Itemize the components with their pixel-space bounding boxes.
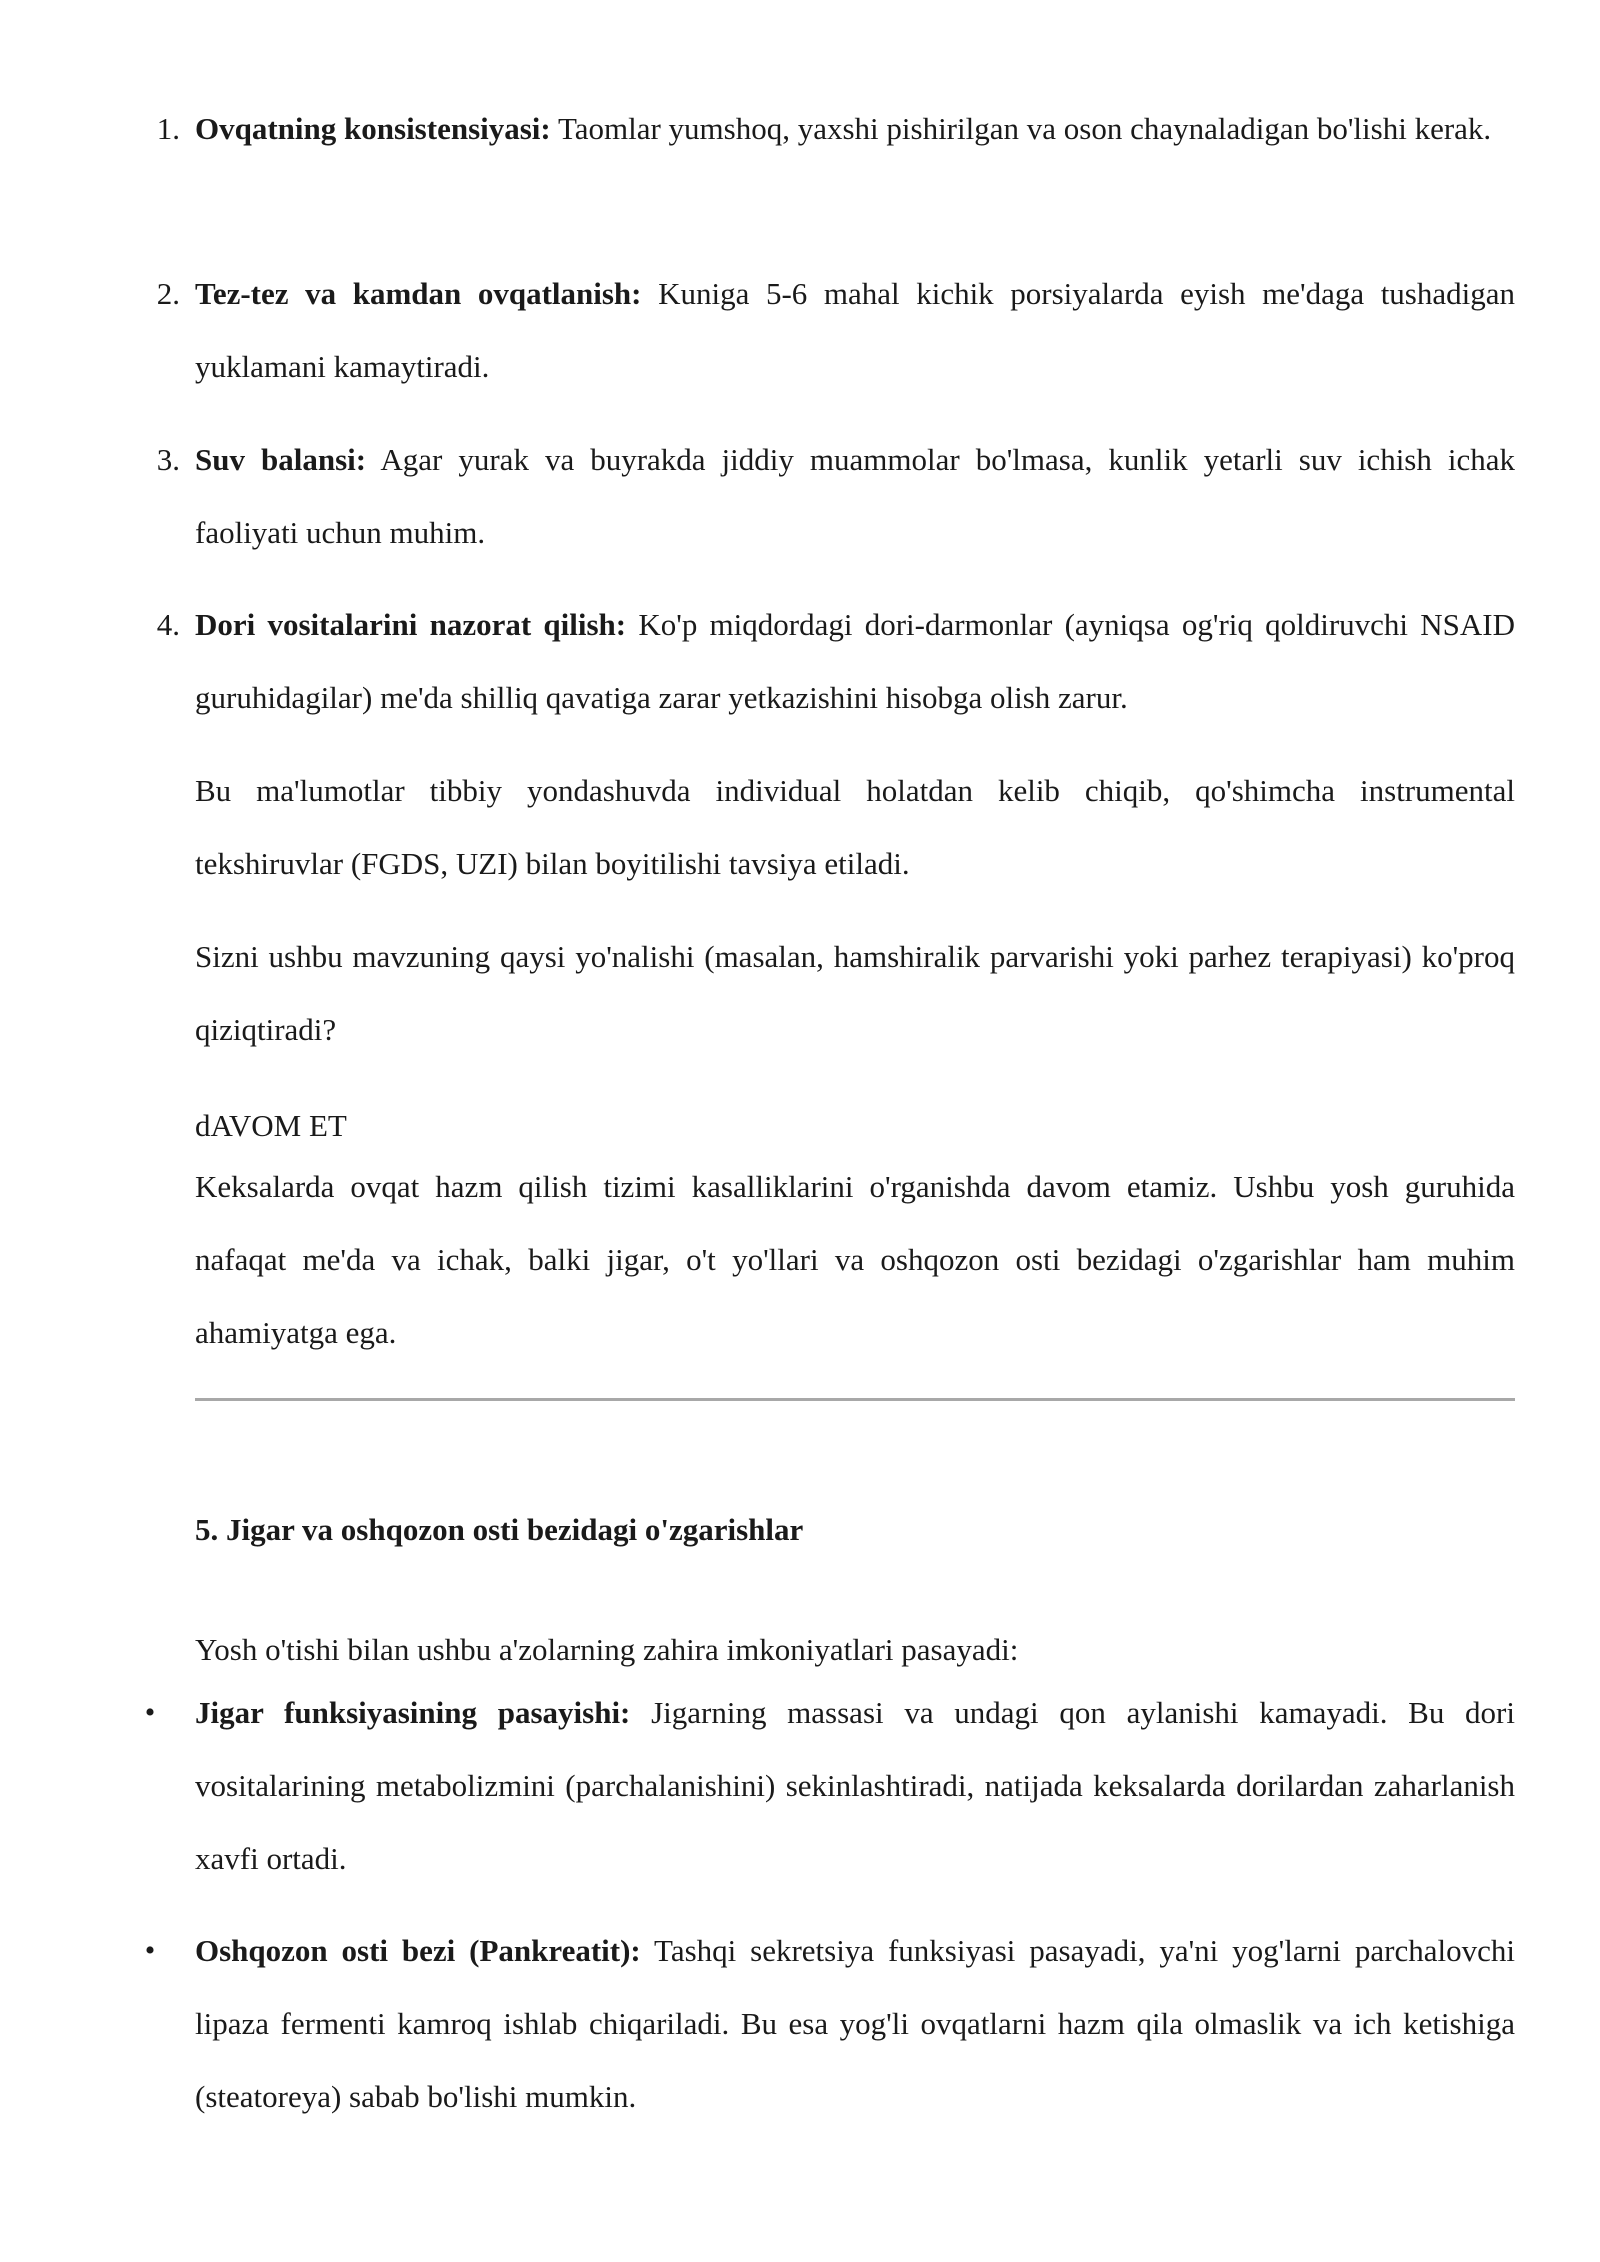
bullet-title: Jigar funksiyasining pasayishi:	[195, 1695, 631, 1730]
item-title: Tez-tez va kamdan ovqatlanish:	[195, 276, 642, 311]
item-title: Ovqatning konsistensiyasi:	[195, 111, 551, 146]
list-marker-3: 3.	[156, 442, 180, 477]
list-marker-1: 1.	[156, 111, 180, 146]
continue-line: dAVOM ET	[195, 1108, 347, 1143]
bullet-marker: •	[144, 1696, 156, 1729]
bullet-item-liver	[195, 1676, 1515, 1895]
item-text: Agar yurak va buyrakda jiddiy muammolar bo'lmasa, kunlik yetarli suv ichish ichak faoliyati uchun muhim.	[195, 442, 1516, 550]
item-title: Suv balansi:	[195, 442, 367, 477]
section-heading: 5. Jigar va oshqozon osti bezidagi o'zgarishlar	[195, 1512, 804, 1547]
numbered-item-1	[195, 92, 1515, 165]
numbered-item-4	[195, 588, 1515, 734]
horizontal-divider	[195, 1398, 1515, 1401]
numbered-item-3	[195, 423, 1515, 569]
bullet-title: Oshqozon osti bezi (Pankreatit):	[195, 1933, 641, 1968]
list-marker-2: 2.	[156, 276, 180, 311]
recommendation-paragraph: Bu ma'lumotlar tibbiy yondashuvda individual holatdan kelib chiqib, qo'shimcha instrumental tekshiruvlar (FGDS, UZI) bilan boyitilishi tavsiya etiladi.	[195, 773, 1515, 881]
bullet-item-pancreas	[195, 1914, 1515, 2133]
list-marker-4: 4.	[156, 607, 180, 642]
bullet-marker: •	[144, 1934, 156, 1967]
continuation-paragraph: Keksalarda ovqat hazm qilish tizimi kasalliklarini o'rganishda davom etamiz. Ushbu yosh guruhida nafaqat me'da va ichak, balki jigar, o't yo'llari va oshqozon osti bezidagi o'zgarishlar ham muhim ahamiyatga ega.	[195, 1169, 1515, 1350]
item-text: Taomlar yumshoq, yaxshi pishirilgan va oson chaynaladigan bo'lishi kerak.	[550, 111, 1492, 146]
bullet-text: Jigarning massasi va undagi qon aylanishi kamayadi. Bu dori vositalarining metabolizmini (parchalanishini) sekinlashtiradi, natijada keksalarda dorilardan zaharlanish xavfi ortadi.	[195, 1695, 1515, 1876]
question-paragraph: Sizni ushbu mavzuning qaysi yo'nalishi (masalan, hamshiralik parvarishi yoki parhez terapiyasi) ko'proq qiziqtiradi?	[195, 939, 1515, 1047]
item-text: Kuniga 5-6 mahal kichik porsiyalarda eyish me'daga tushadigan yuklamani kamaytiradi.	[195, 276, 1515, 384]
numbered-item-2	[195, 257, 1515, 403]
item-text: Ko'p miqdordagi dori-darmonlar (ayniqsa og'riq qoldiruvchi NSAID guruhidagilar) me'da shilliq qavatiga zarar yetkazishini hisobga olish zarur.	[195, 607, 1516, 715]
item-title: Dori vositalarini nazorat qilish:	[195, 607, 627, 642]
bullet-text: Tashqi sekretsiya funksiyasi pasayadi, ya'ni yog'larni parchalovchi lipaza fermenti kamroq ishlab chiqariladi. Bu esa yog'li ovqatlarni hazm qila olmaslik va ich ketishiga (steatoreya) sabab bo'lishi mumkin.	[195, 1933, 1515, 2114]
section-intro: Yosh o'tishi bilan ushbu a'zolarning zahira imkoniyatlari pasayadi:	[195, 1632, 1019, 1667]
